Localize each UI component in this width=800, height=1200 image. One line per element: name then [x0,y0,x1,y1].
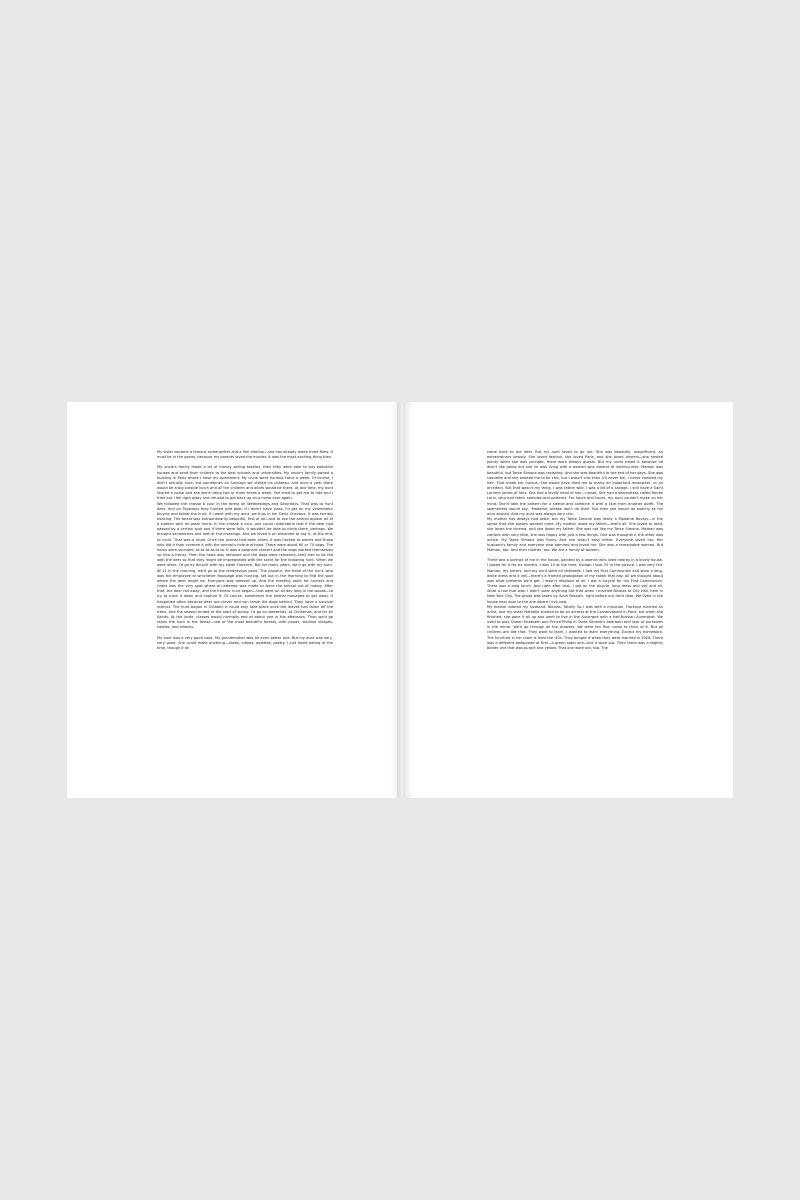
paragraph: My mother adored my husband, Nicolas. Totally. So I was with a musician, Florence married an artist, and my sister Nathalie studied to be an actress at the Conservatoire in Paris, but when she finished, she gave it all up and went to live in the Auvergne with a half-Russian Auvergnat. We used to play Queen Elizabeth and Prince Philip in Tante Simone's bedroom and look at ourselves in the mirror. We'd go through all the drawers. We were ten five, come to think of it. But all children are like that. They want to learn, I wanted to learn everything. Except my homework. The furniture in her room is from the '40s. They bought it when they were married in 1926. There was a different bedspread at first—a green satin one—but it wore out. Then there was a slightly bolder one that was purple and yellow. That one wore out, too. The [487,604,663,650]
right-page [403,402,733,798]
left-page [67,402,397,798]
paragraph: came back to me later. But my aunt loved to go out. She was beautiful, magnificent, an extraordinary beauty. She loved fashion, she loved Paris, and she loved dinners—she hosted plenty when she was younger, there were always guests. But my uncle hated it because he didn't like going out and he was living with a woman who dreamt of nothing else. Maman was beautiful, but Tante Simone was ravishing. And she was beautiful to the end of her days. She was coquette and she wanted me to be chic, but I wasn't chic then (I'll never be). I never combed my hair. That made her furious. She would have liked me to marry an important landowner, or an architect. But that wasn't my thing. I was rather wild. I was a bit of a savage. I still have a Saint Laurent jacket of hers. She had a lovely head of hair—russet. She had a seamstress called Renée Lorin, who had fabric samples and patterns. For hours and hours, my aunt couldn't make up her mind. She'd take the pattern for a sleeve and combine it with a skirt from another outfit. The seamstress would say, 'Madame, please don't do that!' But then she would do exactly as my aunt wished. And my aunt was always very chic. [487,450,663,516]
paragraph: My aunt was a very good cook. My grandmother was an even better one. But my aunt was very, very good. She could make anything—cakes, crêpes, galettes, pastry. I just loved eating at the time, though it all [157,635,333,650]
paragraph: We followed the chasse à cour in the forest on Wednesdays and Saturdays. That was to hunt deer. And on Tuesdays they hunted wild boar. If I didn't have class, I'd get on my velomoteur bicycle and follow the hunt. If I went with my aunt, we'd go in her Deux Chevaux. It was terribly exciting. The forest was extraordinarily beautiful, first of all—and to see the animal appear all of a sudden with its great horns. In the chasse à cour, one could understand that if the deer had passed by a certain spot and if there were falls, it wouldn't be able to climb there, perhaps. We brought sandwiches and met at the crossings. And we loved it on ashamed to say it, at the end, to cycle. That was a ritual. Once the animal had been killed, it was hacked to pieces and those who did it then covered it with the animal's hide and head. There were about 60 or 70 dogs. The horns were sounded, ta-ta-ta-ta-ta-ta. It was a poignant concert and the dogs worked themselves up into a frenzy. Then the head was removed and the dogs were released—they had to be fed with the deer so that they might be impregnated with the scent for the following hunt. When we were older, I'd go by bicycle with my sister Florence. But for many years, we'd go with my aunt. At 11 in the morning, we'd go to the rendezvous point. The piqueur, the head of the hunt, who was the employee of whichever équipage was hunting, set out in the morning to find the spot where the deer might be. Everyone was dressed up. And the meeting point for hunters and riders was the very spot where an attempt was made to force the animal out of hiding. After that, the deer ran away, and the frenetic hunt began—that went on all day long in the woods—to try to track it down and capture it. Of course, sometimes the animal managed to get away. It happened often because deer are clever and can leave the dogs behind. They have a survival instinct. The hunt began in October. It could only take place once the leaves had fallen off the trees. And the season ended at the start of spring. I'd go on weekends, at Christmas, and for All Saints. At the lycée, classes would normally end at about one in the afternoon. Then we'd go rejoin the hunt in the forest—one of the most beautiful forests, with ponds, sublime villages, castles, and hillocks. [157,501,333,630]
right-page-text [487,450,663,656]
left-page-text [157,450,333,656]
paragraph: My mother has always had taste, but my Tante Simone was really a Madame Bovary—in the sense that she always wanted more. My mother loved my father—that's all. She loved to read, she loved the cinema, and she loved my father. She was not like my Tante Simone. Maman was content with very little, she was happy with just a few things. One was thoughtful, the other was active. My Tante Simone was funny. And she wasn't easy either. Everyone loved her. Her husband's family and everyone else admired and loved her. She was a remarkable woman. But Maman, too. And their mother, too. We are a family of women. [487,517,663,552]
paragraph: My uncle's family made a lot of money selling textiles, then they were able to buy beautiful houses and send their children to the best schools and universities. My uncle's family owned a building in Paris where I have my apartment. My uncle went hunting twice a week. Of course, I didn't actually hunt, but sometimes on Sundays we visited his château, and once a year there would be a big outside lunch and all the children and wives would be there. At one time, my aunt shared a horse and she went riding two or three times a week. She tried to get me to ride and I tried but I fell right away and refused to get back up on a horse ever again. [157,465,333,501]
book-spread [67,402,733,798]
paragraph: My sister became a famous screenwriter and a film director—she has already made three films. It must be in the genes, because my parents loved the movies. It was the most exciting thing then. [157,450,333,460]
paragraph: There was a portrait of me in the house, painted by a woman who lived nearby in a lovely house. I posed for it for six months. I was 10 at the time, though I look 25 in the picture. I was very fair. Maman, my sisters, and my aunt were all redheads. I had my First Communion and wore a long, white dress and a veil—there's a framed photograph of my taken that day. All we thought about was what presents we'd get. I wasn't religious at all. I got a bicycle for my First Communion. There was a long lunch. And right after that, I got on the bicycle, long dress and veil and all. What a row that was. I didn't wear anything like that when I married Nicolas at City Hall, here in New York City. The photo was taken by Alain Resnais, right before our front door. We lived in the house next door to the one where I live now. [487,558,663,604]
